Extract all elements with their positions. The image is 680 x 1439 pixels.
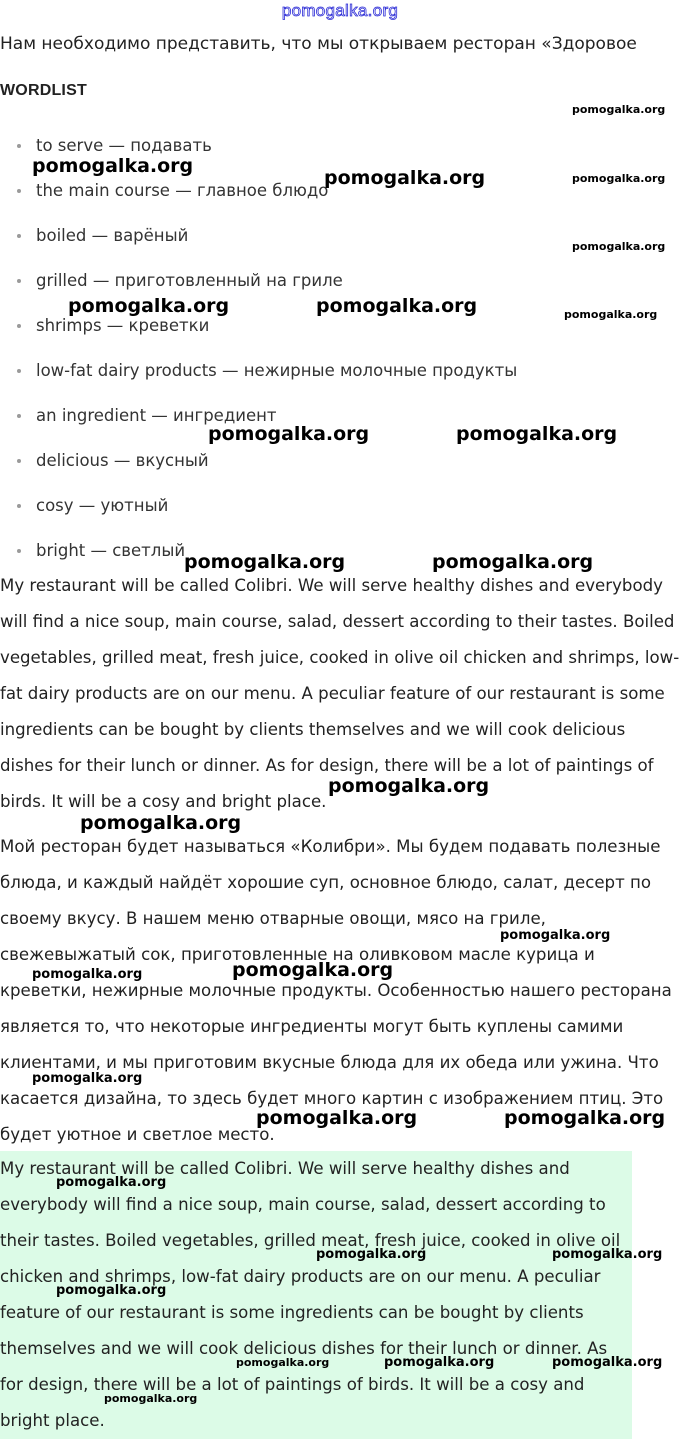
bullet-icon: [17, 279, 21, 283]
bullet-icon: [17, 144, 21, 148]
watermark-text: pomogalka.org: [504, 1107, 666, 1129]
wordlist-item: [0, 258, 517, 303]
wordlist-item: [0, 348, 517, 393]
bullet-icon: [17, 369, 21, 373]
wordlist-item: [0, 123, 517, 168]
wordlist-item-text: low-fat dairy products — нежирные молочные продукты: [36, 361, 518, 380]
wordlist-item-text: shrimps — креветки: [36, 316, 210, 335]
watermark-text: pomogalka.org: [552, 1247, 663, 1262]
bullet-icon: [17, 189, 21, 193]
watermark-text: pomogalka.org: [32, 155, 194, 177]
bullet-icon: [17, 549, 21, 553]
wordlist-item: [0, 438, 517, 483]
watermark-text: pomogalka.org: [572, 103, 666, 116]
wordlist-item-text: cosy — уютный: [36, 496, 169, 515]
watermark-text: pomogalka.org: [184, 551, 346, 573]
wordlist-heading: WORDLIST: [0, 82, 87, 99]
wordlist-item-text: boiled — варёный: [36, 226, 189, 245]
watermark-text: pomogalka.org: [32, 967, 143, 982]
bullet-icon: [17, 414, 21, 418]
bullet-icon: [17, 324, 21, 328]
watermark-text: pomogalka.org: [324, 167, 486, 189]
watermark-text: pomogalka.org: [456, 423, 618, 445]
wordlist-item: [0, 528, 517, 573]
bullet-icon: [17, 234, 21, 238]
watermark-text: pomogalka.org: [208, 423, 370, 445]
wordlist-item: [0, 483, 517, 528]
wordlist-item: [0, 168, 517, 213]
watermark-text: pomogalka.org: [552, 1355, 663, 1370]
wordlist-item-text: grilled — приготовленный на гриле: [36, 271, 343, 290]
wordlist-item: [0, 393, 517, 438]
watermark-text: pomogalka.org: [328, 775, 490, 797]
watermark-text: pomogalka.org: [56, 1283, 167, 1298]
watermark-text: pomogalka.org: [256, 1107, 418, 1129]
watermark-text: pomogalka.org: [572, 240, 666, 253]
watermark-text: pomogalka.org: [236, 1356, 330, 1369]
watermark-text: pomogalka.org: [316, 295, 478, 317]
watermark-text: pomogalka.org: [564, 308, 658, 321]
watermark-text: pomogalka.org: [68, 295, 230, 317]
intro-text: Нам необходимо представить, что мы открываем ресторан «Здоровое: [0, 34, 637, 54]
watermark-text: pomogalka.org: [432, 551, 594, 573]
watermark-text: pomogalka.org: [80, 812, 242, 834]
bullet-icon: [17, 504, 21, 508]
watermark-text: pomogalka.org: [232, 959, 394, 981]
watermark-text: pomogalka.org: [500, 928, 611, 943]
watermark-text: pomogalka.org: [384, 1355, 495, 1370]
watermark-text: pomogalka.org: [32, 1071, 143, 1086]
paragraph-english-highlighted: My restaurant will be called Colibri. We will serve healthy dishes and everybody will find a nice soup, main course, salad, dessert according to their tastes. Boiled vegetables, grilled meat, fresh juice, cooked in olive oil chicken and shrimps, low-fat dairy products are on our menu. A peculiar feature of our restaurant is some ingredients can be bought by clients themselves and we will cook delicious dishes for their lunch or dinner. As for design, there will be a lot of paintings of birds. It will be a cosy and bright place.: [0, 1151, 632, 1439]
watermark-text: pomogalka.org: [572, 172, 666, 185]
wordlist-item-text: the main course — главное блюдо: [36, 181, 329, 200]
paragraph-english: My restaurant will be called Colibri. We will serve healthy dishes and everybody will find a nice soup, main course, salad, dessert according to their tastes. Boiled vegetables, grilled meat, fresh juice, cooked in olive oil chicken and shrimps, low-fat dairy products are on our menu. A peculiar feature of our restaurant is some ingredients can be bought by clients themselves and we will cook delicious dishes for their lunch or dinner. As for design, there will be a lot of paintings of birds. It will be a cosy and bright place.: [0, 576, 680, 811]
watermark-text: pomogalka.org: [56, 1175, 167, 1190]
wordlist-item-text: delicious — вкусный: [36, 451, 209, 470]
bullet-icon: [17, 459, 21, 463]
wordlist-item-text: to serve — подавать: [36, 136, 212, 155]
wordlist-item: [0, 213, 517, 258]
wordlist-item-text: an ingredient — ингредиент: [36, 406, 277, 425]
wordlist-item: [0, 303, 517, 348]
wordlist: [0, 123, 517, 573]
wordlist-item-text: bright — светлый: [36, 541, 186, 560]
watermark-text: pomogalka.org: [104, 1392, 198, 1405]
watermark-text: pomogalka.org: [316, 1247, 427, 1262]
site-watermark-header: pomogalka.org: [281, 1, 399, 20]
paragraph-russian: Мой ресторан будет называться «Колибри». Мы будем подавать полезные блюда, и каждый найдёт хорошие суп, основное блюдо, салат, десерт по своему вкусу. В нашем меню отварные овощи, мясо на гриле, свежевыжатый сок, приготовленные на оливковом масле курица и креветки, нежирные молочные продукты. Особенностью нашего ресторана является то, что некоторые ингредиенты могут быть куплены самими клиентами, и мы приготовим вкусные блюда для их обеда или ужина. Что касается дизайна, то здесь будет много картин с изображением птиц. Это будет уютное и светлое место.: [0, 837, 672, 1144]
